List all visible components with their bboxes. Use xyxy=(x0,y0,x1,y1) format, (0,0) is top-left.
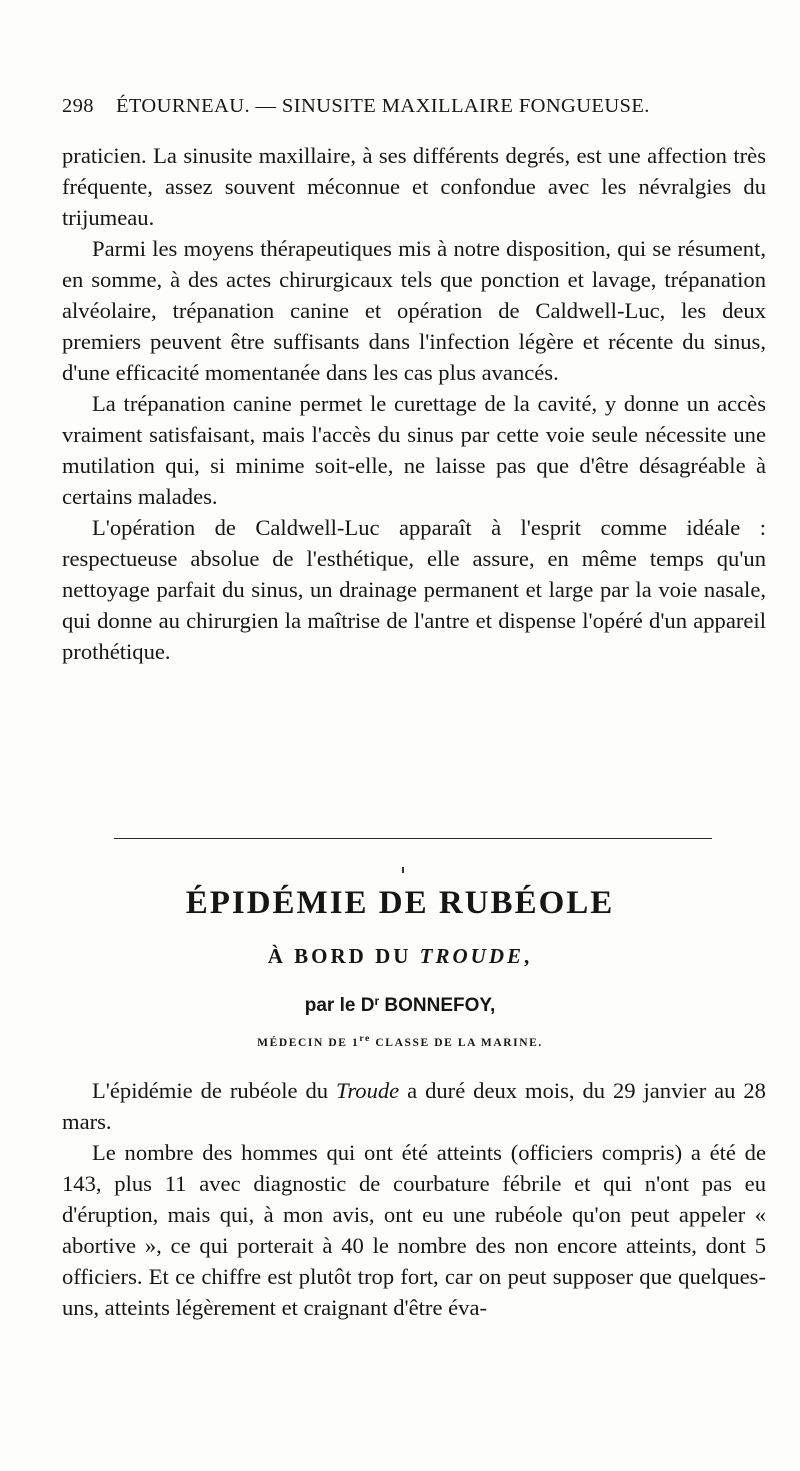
paragraph-2: Parmi les moyens thérapeutiques mis à notre disposition, qui se résument, en somme, à des actes chirurgicaux tels que ponction et lavage, trépanation alvéolaire, trépanation canine et opération de Caldwell-Luc, les deux premiers peuvent être suffisants dans l'infection légère et récente du sinus, d'une efficacité momentanée dans les cas plus avancés. xyxy=(62,236,766,385)
paragraph-1: praticien. La sinusite maxillaire, à ses différents degrés, est une affection très fréquente, assez souvent méconnue et confondue avec les névralgies du trijumeau. xyxy=(62,143,766,230)
section-divider xyxy=(114,838,712,839)
author-name: BONNEFOY, xyxy=(384,995,496,1016)
ship-name: TROUDE xyxy=(419,944,524,968)
article-p1-start: L'épidémie de rubéole du xyxy=(92,1078,329,1103)
author-affiliation xyxy=(0,1031,800,1051)
paragraph-4: L'opération de Caldwell-Luc apparaît à l'esprit comme idéale : respectueuse absolue de l'esthétique, elle assure, en même temps qu'un nettoyage parfait du sinus, un drainage permanent et large par la voie nasale, qui donne au chirurgien la maîtrise de l'antre et dispense l'opéré d'un appareil prothétique. xyxy=(62,515,766,664)
author-prefix: par le D xyxy=(304,995,375,1016)
affiliation-suffix: CLASSE DE LA MARINE. xyxy=(375,1036,543,1049)
article-p1-ship: Troude xyxy=(336,1078,400,1103)
author-title-sup: r xyxy=(374,994,380,1008)
paragraph-3: La trépanation canine permet le curettage de la cavité, y donne un accès vraiment satisfaisant, mais l'accès du sinus par cette voie seule nécessite une mutilation qui, si minime soit-elle, ne laisse pas que d'être désagréable à certains malades. xyxy=(62,391,766,509)
article-subtitle xyxy=(0,942,800,970)
article-body xyxy=(62,1075,766,1323)
article-p1-end: a duré deux mois, du 29 janvier au 28 mars. xyxy=(62,1078,766,1134)
previous-article-conclusion xyxy=(62,140,766,667)
subtitle-suffix: , xyxy=(524,944,533,968)
article-paragraph-1 xyxy=(62,1075,766,1137)
subtitle-prefix: À BORD DU xyxy=(267,944,412,968)
page-number: 298 xyxy=(62,95,94,117)
affiliation-prefix: MÉDECIN DE 1 xyxy=(257,1036,360,1049)
affiliation-sup: re xyxy=(359,1033,371,1044)
running-head xyxy=(62,95,762,118)
printer-mark xyxy=(402,867,404,873)
running-head-title: ÉTOURNEAU. — SINUSITE MAXILLAIRE FONGUEUSE. xyxy=(115,95,650,117)
article-title: ÉPIDÉMIE DE RUBÉOLE xyxy=(185,885,615,921)
author-line xyxy=(0,988,800,1019)
article-paragraph-2: Le nombre des hommes qui ont été atteints (officiers compris) a été de 143, plus 11 avec diagnostic de courbature fébrile et qui n'ont pas eu d'éruption, mais qui, à mon avis, ont eu une rubéole qu'on peut appeler « abortive », ce qui porterait à 40 le nombre des non encore atteints, dont 5 officiers. Et ce chiffre est plutôt trop fort, car on peut supposer que quelques-uns, atteints légèrement et craignant d'être éva- xyxy=(62,1140,766,1320)
